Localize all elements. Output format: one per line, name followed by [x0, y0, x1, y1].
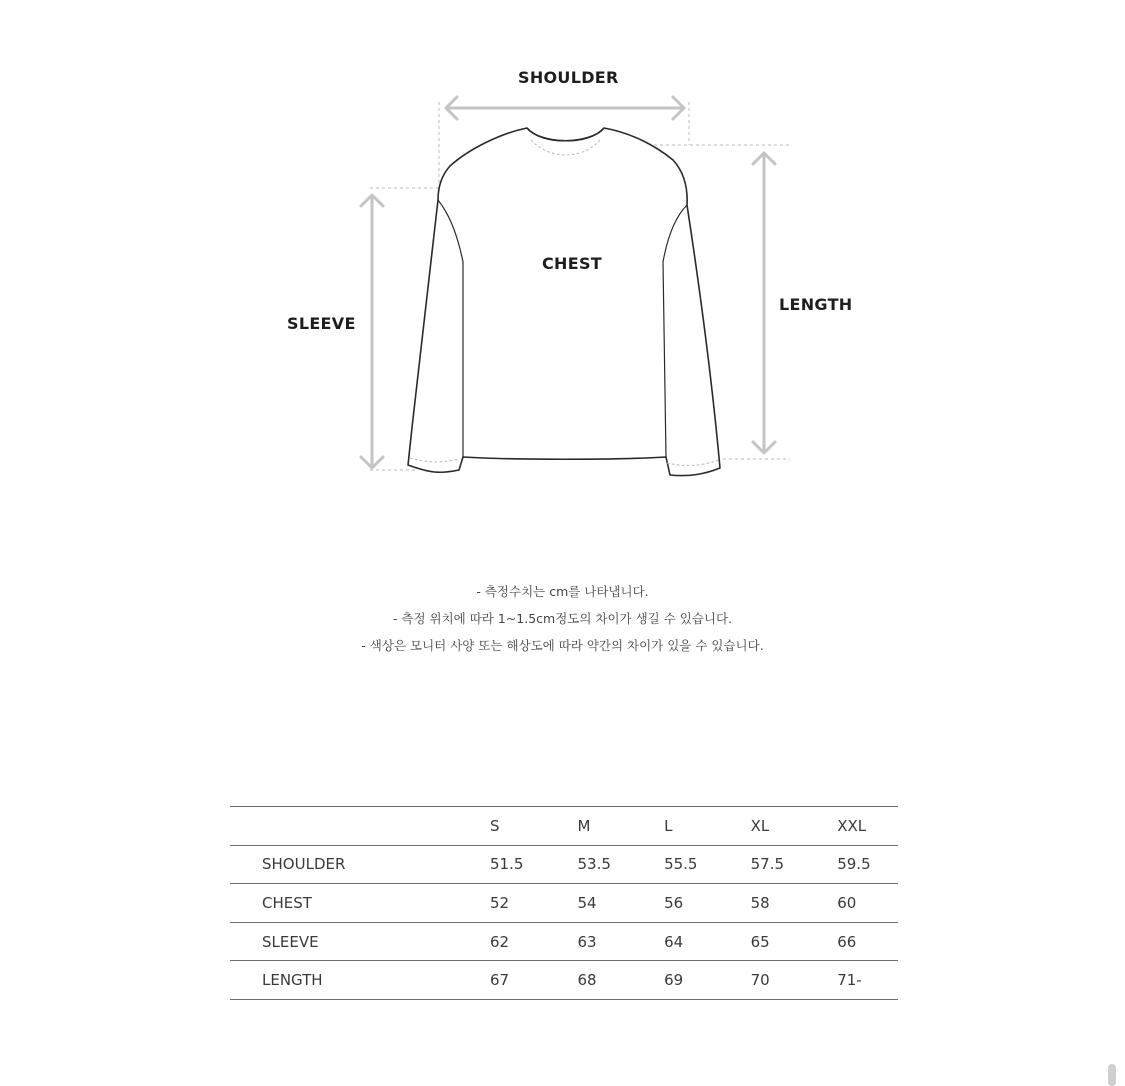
- row-label: SHOULDER: [262, 855, 346, 874]
- table-cell: 53.5: [577, 855, 611, 874]
- sleeve-label: SLEEVE: [287, 314, 356, 333]
- table-cell: 56: [664, 893, 684, 912]
- table-row: [230, 845, 898, 884]
- sweater-outline: [408, 128, 720, 476]
- table-cell: 62: [489, 932, 510, 951]
- measurement-notes: [0, 578, 1125, 659]
- note-line: - 측정수치는 cm를 나타냅니다.: [476, 584, 649, 599]
- table-cell: 67: [489, 971, 510, 990]
- scrollbar-thumb[interactable]: [1108, 1064, 1116, 1086]
- table-cell: 63: [577, 932, 597, 951]
- table-cell: 65: [750, 932, 770, 951]
- table-cell: 55.5: [664, 855, 698, 874]
- shoulder-arrow: [446, 97, 684, 119]
- table-row: [230, 961, 898, 1000]
- table-cell: 57.5: [750, 855, 785, 874]
- size-table: [230, 806, 898, 1000]
- note-line: - 측정 위치에 따라 1~1.5cm정도의 차이가 생길 수 있습니다.: [392, 611, 733, 626]
- header-cell: [230, 807, 490, 846]
- note-line: - 색상은 모니터 사양 또는 해상도에 따라 약간의 차이가 있을 수 있습니다.: [361, 638, 764, 653]
- row-label: LENGTH: [262, 971, 323, 990]
- header-cell: S: [489, 816, 500, 835]
- row-label: CHEST: [262, 893, 312, 912]
- header-cell: XXL: [837, 816, 867, 835]
- table-cell: 51.5: [489, 855, 524, 874]
- header-cell: L: [664, 816, 673, 835]
- table-row: [230, 884, 898, 923]
- header-cell: M: [577, 816, 591, 835]
- table-cell: 69: [664, 971, 684, 990]
- table-cell: 70: [750, 971, 770, 990]
- length-label: LENGTH: [779, 295, 853, 314]
- table-cell: 52: [489, 893, 510, 912]
- table-cell: 58: [750, 893, 770, 912]
- table-cell: 66: [837, 932, 857, 951]
- table-cell: 54: [577, 893, 597, 912]
- row-label: SLEEVE: [262, 932, 319, 951]
- table-cell: 71-: [837, 971, 862, 990]
- table-cell: 59.5: [837, 855, 871, 874]
- table-header-row: [230, 807, 898, 846]
- shoulder-label: SHOULDER: [518, 68, 619, 87]
- sleeve-arrow: [361, 195, 383, 468]
- table-row: [230, 922, 898, 961]
- length-arrow: [753, 153, 775, 453]
- table-cell: 64: [664, 932, 684, 951]
- chest-label: CHEST: [542, 254, 602, 273]
- table-cell: 68: [577, 971, 597, 990]
- header-cell: XL: [750, 816, 770, 835]
- size-diagram: [0, 0, 1125, 520]
- table-cell: 60: [837, 893, 857, 912]
